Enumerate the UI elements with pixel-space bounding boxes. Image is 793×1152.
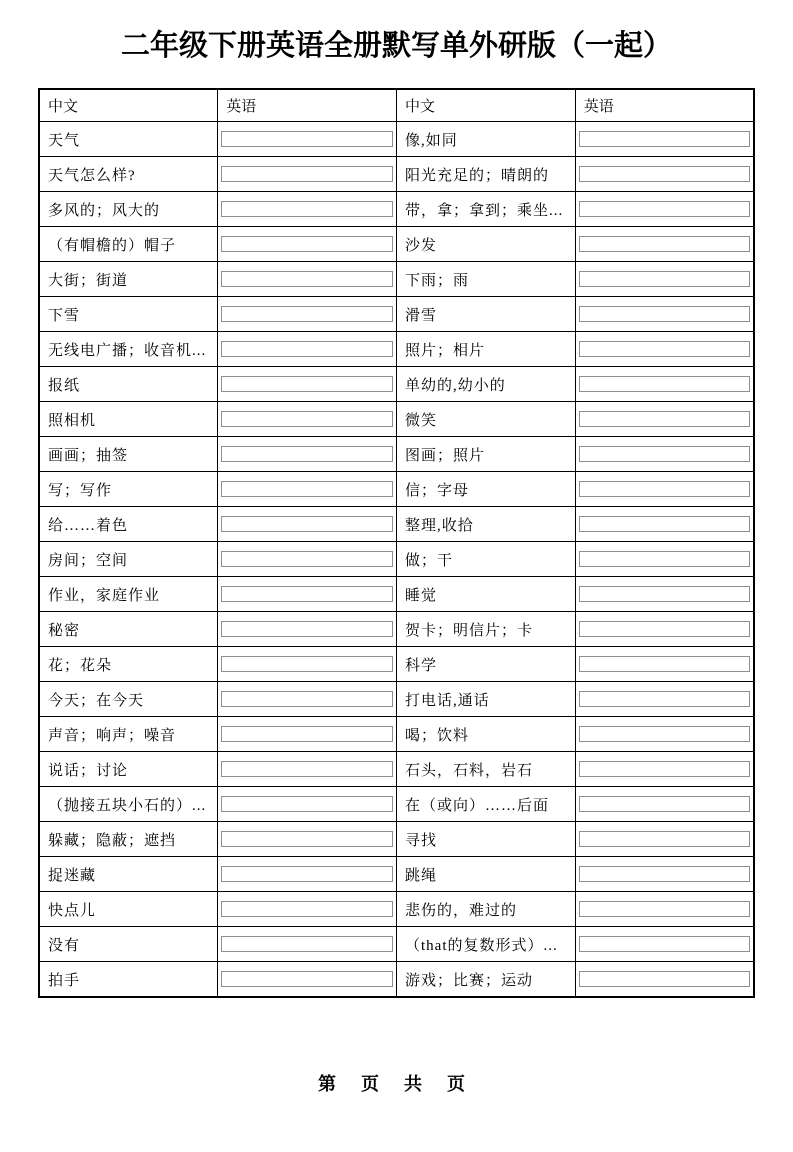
chinese-term-left: 下雪: [39, 297, 218, 332]
english-answer-cell-left: [218, 227, 397, 262]
header-english-right: 英语: [575, 89, 754, 122]
english-answer-cell-right: [575, 437, 754, 472]
answer-box: [579, 446, 750, 462]
answer-box: [579, 411, 750, 427]
english-answer-cell-left: [218, 367, 397, 402]
chinese-term-right: 贺卡；明信片；卡: [397, 612, 576, 647]
answer-box: [579, 236, 750, 252]
answer-box: [221, 936, 393, 952]
table-row: [39, 857, 754, 892]
table-row: [39, 752, 754, 787]
chinese-term-right: 单幼的,幼小的: [397, 367, 576, 402]
answer-box: [579, 726, 750, 742]
answer-box: [221, 201, 393, 217]
answer-box: [579, 271, 750, 287]
answer-box: [579, 341, 750, 357]
table-row: [39, 402, 754, 437]
chinese-term-left: 照相机: [39, 402, 218, 437]
chinese-term-left: （抛接五块小石的）...: [39, 787, 218, 822]
english-answer-cell-right: [575, 402, 754, 437]
answer-box: [579, 306, 750, 322]
page-title: 二年级下册英语全册默写单外研版（一起）: [120, 30, 672, 62]
english-answer-cell-right: [575, 297, 754, 332]
english-answer-cell-left: [218, 157, 397, 192]
answer-box: [579, 866, 750, 882]
answer-box: [221, 621, 393, 637]
english-answer-cell-left: [218, 962, 397, 998]
table-row: [39, 297, 754, 332]
chinese-term-right: 打电话,通话: [397, 682, 576, 717]
chinese-term-right: 下雨；雨: [397, 262, 576, 297]
chinese-term-right: 带，拿；拿到；乘坐...: [397, 192, 576, 227]
table-row: [39, 822, 754, 857]
english-answer-cell-right: [575, 542, 754, 577]
answer-box: [579, 376, 750, 392]
chinese-term-right: （that的复数形式）...: [397, 927, 576, 962]
answer-box: [221, 901, 393, 917]
chinese-term-right: 喝；饮料: [397, 717, 576, 752]
vocab-table: [38, 88, 755, 998]
chinese-term-left: 今天；在今天: [39, 682, 218, 717]
english-answer-cell-left: [218, 752, 397, 787]
chinese-term-right: 像,如同: [397, 122, 576, 157]
english-answer-cell-right: [575, 892, 754, 927]
english-answer-cell-left: [218, 857, 397, 892]
table-row: [39, 892, 754, 927]
table-row: [39, 647, 754, 682]
answer-box: [221, 516, 393, 532]
english-answer-cell-left: [218, 437, 397, 472]
chinese-term-right: 跳绳: [397, 857, 576, 892]
table-row: [39, 122, 754, 157]
answer-box: [579, 796, 750, 812]
table-row: [39, 192, 754, 227]
chinese-term-left: 画画；抽签: [39, 437, 218, 472]
table-row: [39, 262, 754, 297]
answer-box: [579, 831, 750, 847]
chinese-term-left: 天气怎么样?: [39, 157, 218, 192]
table-row: [39, 927, 754, 962]
chinese-term-left: 花；花朵: [39, 647, 218, 682]
answer-box: [579, 586, 750, 602]
answer-box: [579, 971, 750, 987]
english-answer-cell-right: [575, 647, 754, 682]
answer-box: [579, 551, 750, 567]
chinese-term-left: 声音；响声；噪音: [39, 717, 218, 752]
chinese-term-right: 做；干: [397, 542, 576, 577]
table-header-row: [39, 89, 754, 122]
answer-box: [579, 691, 750, 707]
answer-box: [221, 971, 393, 987]
answer-box: [221, 481, 393, 497]
answer-box: [221, 131, 393, 147]
chinese-term-right: 滑雪: [397, 297, 576, 332]
english-answer-cell-left: [218, 647, 397, 682]
english-answer-cell-right: [575, 787, 754, 822]
english-answer-cell-right: [575, 367, 754, 402]
chinese-term-right: 悲伤的，难过的: [397, 892, 576, 927]
table-row: [39, 577, 754, 612]
table-row: [39, 682, 754, 717]
table-row: [39, 787, 754, 822]
table-row: [39, 437, 754, 472]
answer-box: [579, 481, 750, 497]
english-answer-cell-left: [218, 822, 397, 857]
chinese-term-right: 图画；照片: [397, 437, 576, 472]
chinese-term-right: 在（或向）……后面: [397, 787, 576, 822]
table-row: [39, 717, 754, 752]
english-answer-cell-right: [575, 157, 754, 192]
answer-box: [579, 656, 750, 672]
header-chinese-left: 中文: [39, 89, 218, 122]
answer-box: [221, 761, 393, 777]
header-chinese-right: 中文: [397, 89, 576, 122]
english-answer-cell-left: [218, 472, 397, 507]
english-answer-cell-left: [218, 507, 397, 542]
chinese-term-right: 信；字母: [397, 472, 576, 507]
chinese-term-right: 沙发: [397, 227, 576, 262]
chinese-term-left: 快点儿: [39, 892, 218, 927]
english-answer-cell-right: [575, 682, 754, 717]
english-answer-cell-left: [218, 122, 397, 157]
english-answer-cell-right: [575, 122, 754, 157]
answer-box: [579, 621, 750, 637]
table-row: [39, 472, 754, 507]
answer-box: [221, 306, 393, 322]
table-row: [39, 542, 754, 577]
chinese-term-right: 科学: [397, 647, 576, 682]
english-answer-cell-right: [575, 717, 754, 752]
chinese-term-left: 多风的；风大的: [39, 192, 218, 227]
english-answer-cell-right: [575, 927, 754, 962]
page-footer: 第 页 共 页: [317, 1074, 475, 1094]
chinese-term-left: 躲藏；隐蔽；遮挡: [39, 822, 218, 857]
english-answer-cell-right: [575, 192, 754, 227]
table-row: [39, 227, 754, 262]
answer-box: [579, 901, 750, 917]
table-row: [39, 962, 754, 998]
table-row: [39, 612, 754, 647]
english-answer-cell-left: [218, 262, 397, 297]
english-answer-cell-right: [575, 857, 754, 892]
table-row: [39, 507, 754, 542]
table-body: [39, 122, 754, 998]
answer-box: [579, 166, 750, 182]
chinese-term-right: 游戏；比赛；运动: [397, 962, 576, 998]
answer-box: [221, 411, 393, 427]
chinese-term-right: 睡觉: [397, 577, 576, 612]
chinese-term-left: 天气: [39, 122, 218, 157]
chinese-term-left: 写；写作: [39, 472, 218, 507]
answer-box: [221, 166, 393, 182]
english-answer-cell-right: [575, 472, 754, 507]
english-answer-cell-right: [575, 262, 754, 297]
english-answer-cell-left: [218, 192, 397, 227]
english-answer-cell-right: [575, 332, 754, 367]
english-answer-cell-right: [575, 752, 754, 787]
chinese-term-left: 秘密: [39, 612, 218, 647]
english-answer-cell-left: [218, 682, 397, 717]
english-answer-cell-right: [575, 962, 754, 998]
english-answer-cell-left: [218, 542, 397, 577]
chinese-term-right: 整理,收拾: [397, 507, 576, 542]
answer-box: [221, 236, 393, 252]
chinese-term-right: 照片；相片: [397, 332, 576, 367]
chinese-term-left: 没有: [39, 927, 218, 962]
chinese-term-right: 寻找: [397, 822, 576, 857]
chinese-term-left: 无线电广播；收音机...: [39, 332, 218, 367]
answer-box: [221, 796, 393, 812]
chinese-term-left: 房间；空间: [39, 542, 218, 577]
english-answer-cell-left: [218, 332, 397, 367]
english-answer-cell-left: [218, 612, 397, 647]
answer-box: [221, 866, 393, 882]
chinese-term-left: 作业，家庭作业: [39, 577, 218, 612]
english-answer-cell-right: [575, 822, 754, 857]
english-answer-cell-left: [218, 577, 397, 612]
header-english-left: 英语: [218, 89, 397, 122]
english-answer-cell-left: [218, 717, 397, 752]
english-answer-cell-right: [575, 227, 754, 262]
answer-box: [221, 341, 393, 357]
answer-box: [221, 656, 393, 672]
table-row: [39, 367, 754, 402]
english-answer-cell-left: [218, 927, 397, 962]
chinese-term-right: 阳光充足的；晴朗的: [397, 157, 576, 192]
answer-box: [221, 446, 393, 462]
chinese-term-left: 说话；讨论: [39, 752, 218, 787]
english-answer-cell-left: [218, 297, 397, 332]
chinese-term-left: （有帽檐的）帽子: [39, 227, 218, 262]
answer-box: [221, 831, 393, 847]
english-answer-cell-right: [575, 507, 754, 542]
answer-box: [579, 516, 750, 532]
chinese-term-left: 报纸: [39, 367, 218, 402]
english-answer-cell-left: [218, 892, 397, 927]
english-answer-cell-left: [218, 402, 397, 437]
chinese-term-right: 微笑: [397, 402, 576, 437]
answer-box: [579, 201, 750, 217]
english-answer-cell-right: [575, 577, 754, 612]
english-answer-cell-left: [218, 787, 397, 822]
chinese-term-left: 大街；街道: [39, 262, 218, 297]
answer-box: [579, 761, 750, 777]
english-answer-cell-right: [575, 612, 754, 647]
answer-box: [221, 691, 393, 707]
chinese-term-right: 石头，石料，岩石: [397, 752, 576, 787]
answer-box: [221, 271, 393, 287]
chinese-term-left: 捉迷藏: [39, 857, 218, 892]
table-row: [39, 332, 754, 367]
answer-box: [579, 131, 750, 147]
chinese-term-left: 给……着色: [39, 507, 218, 542]
answer-box: [221, 586, 393, 602]
answer-box: [221, 726, 393, 742]
chinese-term-left: 拍手: [39, 962, 218, 998]
table-row: [39, 157, 754, 192]
answer-box: [221, 551, 393, 567]
answer-box: [221, 376, 393, 392]
answer-box: [579, 936, 750, 952]
